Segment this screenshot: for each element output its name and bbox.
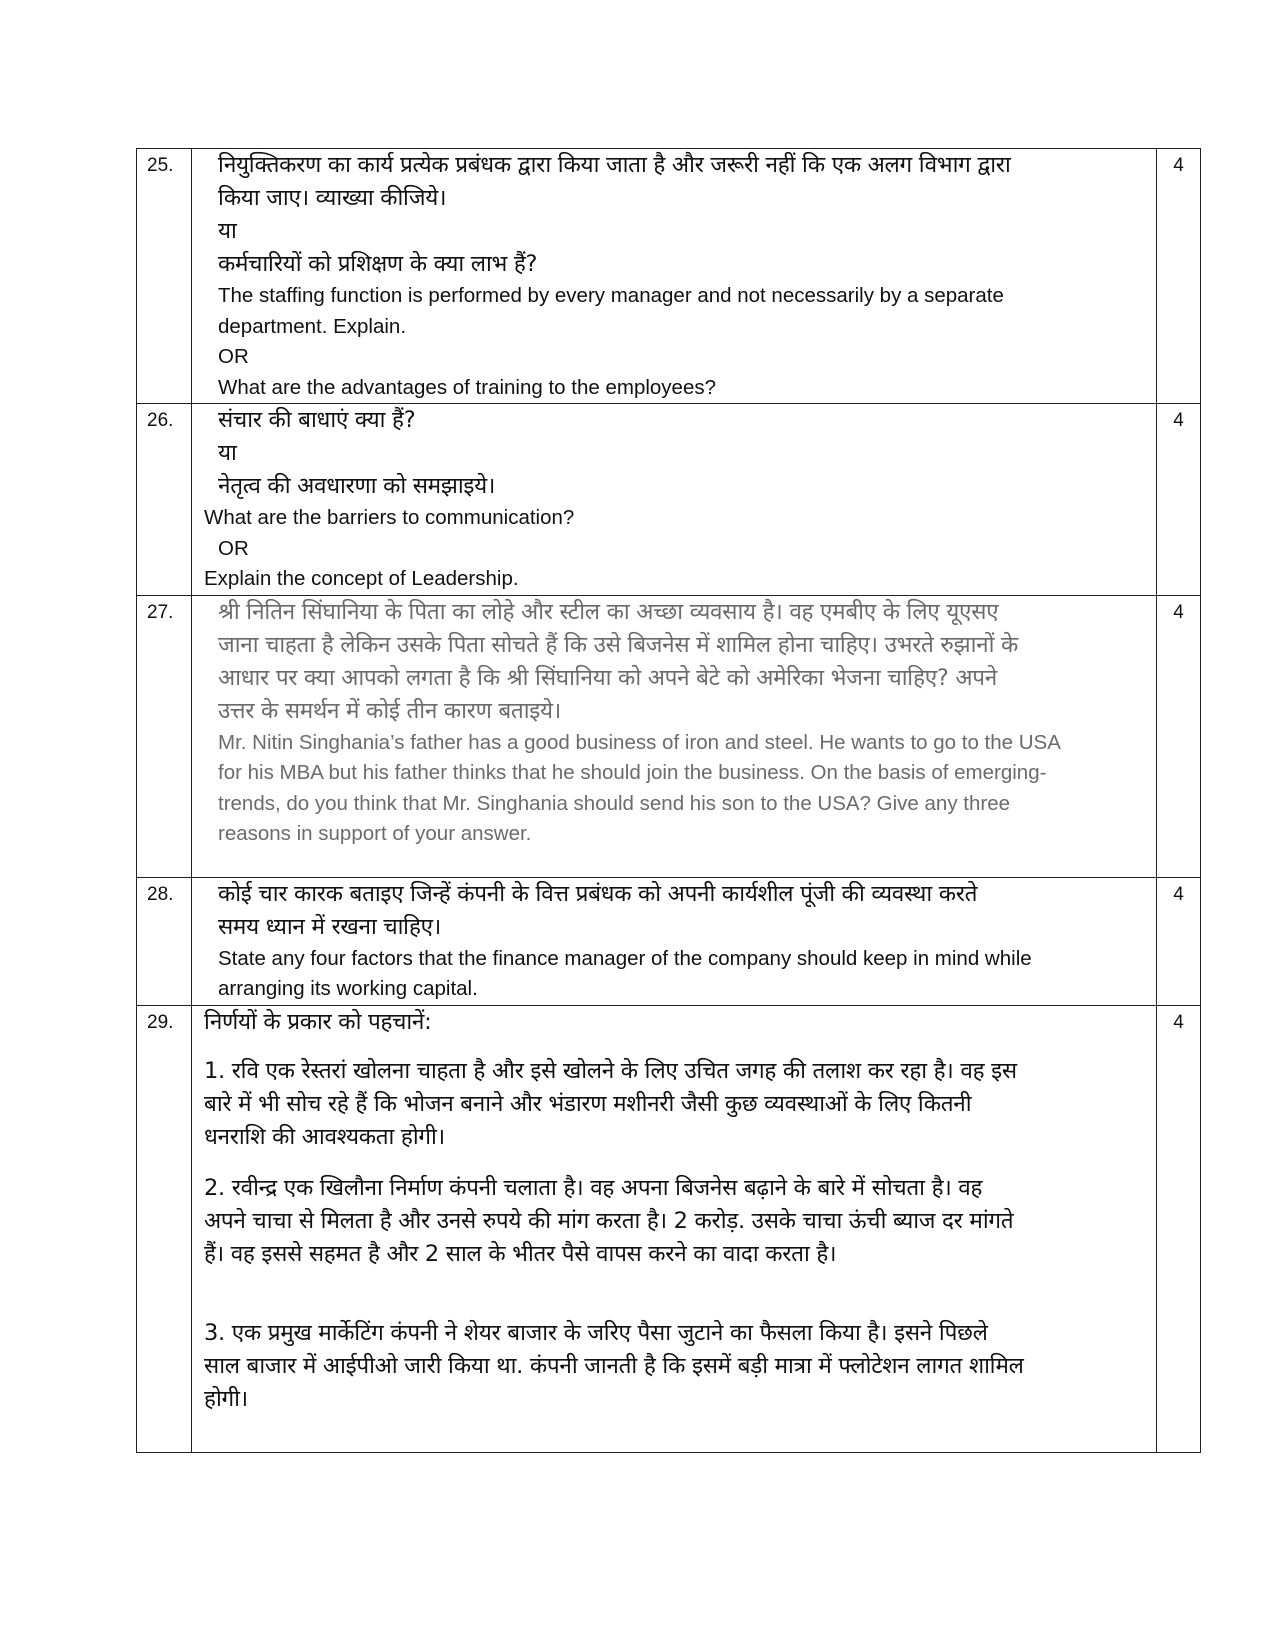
question-table: [136, 148, 1201, 1453]
question-number: 27.: [137, 595, 192, 877]
question-body: [192, 404, 1157, 596]
hindi-text: कर्मचारियों को प्रशिक्षण के क्या लाभ हैं?: [218, 251, 538, 277]
hindi-or: या: [218, 440, 237, 466]
english-text: What are the barriers to communication?: [204, 506, 575, 529]
hindi-or: या: [218, 218, 237, 244]
question-row-27: [137, 595, 1201, 877]
marks: 4: [1157, 149, 1201, 404]
english-text: for his MBA but his father thinks that he should join the business. On the basis of emerging-: [218, 761, 1047, 784]
marks: 4: [1157, 595, 1201, 877]
question-row-26: [137, 404, 1201, 596]
english-text: reasons in support of your answer.: [218, 822, 532, 845]
question-body: [192, 877, 1157, 1005]
item-2-text: अपने चाचा से मिलता है और उनसे रुपये की मांग करता है। 2 करोड़. उसके चाचा ऊंची ब्याज दर मांगते: [204, 1207, 1014, 1234]
question-number: 28.: [137, 877, 192, 1005]
english-text: department. Explain.: [218, 314, 407, 338]
question-number: 26.: [137, 404, 192, 596]
marks: 4: [1157, 404, 1201, 596]
question-row-28: [137, 877, 1201, 1005]
question-heading: निर्णयों के प्रकार को पहचानें:: [204, 1008, 432, 1035]
hindi-text: उत्तर के समर्थन में कोई तीन कारण बताइये।: [218, 697, 562, 724]
item-2-text: हैं। वह इससे सहमत है और 2 साल के भीतर पैसे वापस करने का वादा करता है।: [204, 1240, 837, 1267]
hindi-text: संचार की बाधाएं क्या हैं?: [218, 407, 416, 433]
item-1-text: 1. रवि एक रेस्तरां खोलना चाहता है और इसे खोलने के लिए उचित जगह की तलाश कर रहा है। वह इस: [204, 1057, 1017, 1084]
question-number: 29.: [137, 1005, 192, 1452]
marks: 4: [1157, 877, 1201, 1005]
english-or: OR: [218, 345, 249, 368]
question-number: 25.: [137, 149, 192, 404]
item-1-text: बारे में भी सोच रहे हैं कि भोजन बनाने और भंडारण मशीनरी जैसी कुछ व्यवस्थाओं के लिए कितनी: [204, 1090, 972, 1117]
english-text: Explain the concept of Leadership.: [204, 567, 519, 590]
question-row-25: [137, 149, 1201, 404]
hindi-text: आधार पर क्या आपको लगता है कि श्री सिंघानिया को अपने बेटे को अमेरिका भेजना चाहिए? अपने: [218, 664, 997, 691]
english-text: arranging its working capital.: [218, 977, 478, 1000]
english-text: The staffing function is performed by every manager and not necessarily by a separate: [218, 284, 1004, 307]
hindi-text: किया जाए। व्याख्या कीजिये।: [218, 185, 447, 211]
question-body: [192, 149, 1157, 404]
english-or: OR: [218, 536, 249, 560]
item-1-text: धनराशि की आवश्यकता होगी।: [204, 1123, 445, 1150]
question-row-29: [137, 1005, 1201, 1452]
hindi-text: श्री नितिन सिंघानिया के पिता का लोहे और स्टील का अच्छा व्यवसाय है। वह एमबीए के लिए यूएसए: [218, 598, 999, 625]
question-body: [192, 595, 1157, 877]
hindi-text: जाना चाहता है लेकिन उसके पिता सोचते हैं कि उसे बिजनेस में शामिल होना चाहिए। उभरते रुझानों के: [218, 631, 1018, 658]
question-body: [192, 1005, 1157, 1452]
english-text: Mr. Nitin Singhania’s father has a good business of iron and steel. He wants to go to the USA: [218, 730, 1061, 754]
hindi-text: समय ध्यान में रखना चाहिए।: [218, 913, 441, 940]
hindi-text: नियुक्तिकरण का कार्य प्रत्येक प्रबंधक द्वारा किया जाता है और जरूरी नहीं कि एक अलग विभाग द्वारा: [218, 152, 1011, 178]
marks: 4: [1157, 1005, 1201, 1452]
item-3-text: होगी।: [204, 1385, 248, 1412]
english-text: State any four factors that the finance manager of the company should keep in mind while: [218, 946, 1032, 970]
item-3-text: 3. एक प्रमुख मार्केटिंग कंपनी ने शेयर बाजार के जरिए पैसा जुटाने का फैसला किया है। इसने पिछले: [204, 1319, 988, 1346]
english-text: trends, do you think that Mr. Singhania should send his son to the USA? Give any three: [218, 791, 1011, 815]
item-2-text: 2. रवीन्द्र एक खिलौना निर्माण कंपनी चलाता है। वह अपना बिजनेस बढ़ाने के बारे में सोचता है। वह: [204, 1174, 983, 1201]
hindi-text: कोई चार कारक बताइए जिन्हें कंपनी के वित्त प्रबंधक को अपनी कार्यशील पूंजी की व्यवस्था करते: [218, 880, 978, 907]
english-text: What are the advantages of training to the employees?: [218, 375, 717, 399]
item-3-text: साल बाजार में आईपीओ जारी किया था. कंपनी जानती है कि इसमें बड़ी मात्रा में फ्लोटेशन लागत शामिल: [204, 1352, 1024, 1379]
hindi-text: नेतृत्व की अवधारणा को समझाइये।: [218, 473, 496, 499]
